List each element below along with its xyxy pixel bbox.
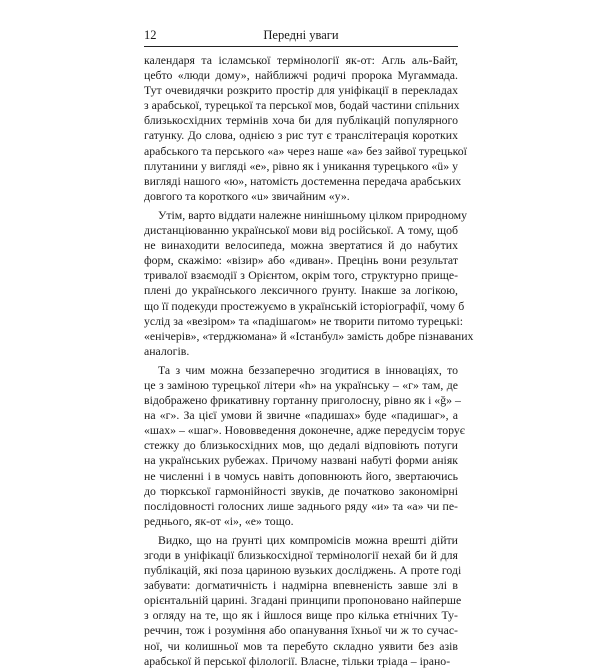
text-line: стежку до близькосхідних мов, що дедалі відповіють потуги bbox=[144, 438, 458, 453]
text-line: «шах» – «шаг». Нововведення доконечне, адже передусім торує bbox=[144, 423, 465, 438]
text-line: гатунку. До слова, однією з рис тут є транслітерація коротких bbox=[144, 128, 458, 143]
running-title: Передні уваги bbox=[263, 28, 339, 42]
paragraph bbox=[144, 532, 462, 669]
text-line: календаря та ісламської термінології як-от: Агль аль-Байт, bbox=[144, 53, 458, 67]
text-line: Та з чим можна беззаперечно згодитися в інноваціях, то bbox=[158, 362, 458, 377]
paragraph bbox=[144, 362, 465, 529]
text-line: «енічерів», «терджюмана» й «Істанбул» замість добре пізнаваних bbox=[144, 328, 474, 343]
page-number: 12 bbox=[144, 28, 157, 42]
text-line: не винаходити велосипеда, можна звертатися й до набутих bbox=[144, 238, 458, 253]
text-line: Тут очевидячки розкрито простір для уніфікації в перекладах bbox=[144, 83, 458, 98]
text-line: реднього, як-от «і», «е» тощо. bbox=[144, 513, 294, 528]
text-line: Утім, варто віддати належне нинішньому цілком природному bbox=[158, 207, 468, 222]
text-line: до тюркської гармонійності звуків, де початково закономірні bbox=[144, 483, 458, 498]
text-line: тривалої взаємодії з Орієнтом, окрім того, структурно прище- bbox=[144, 268, 458, 283]
text-line: орієнтальній царині. Згадані принципи пропоновано найперше bbox=[144, 593, 462, 608]
paragraph bbox=[144, 53, 467, 204]
text-line: услід за «везіром» та «падішагом» не творити питомо турецькі: bbox=[144, 313, 464, 328]
text-line: послідовності голосних лише заднього ряду «и» та «а» чи пе- bbox=[144, 498, 458, 513]
text-line: форм, скажімо: «візир» або «диван». Прецінь вони результат bbox=[144, 253, 458, 268]
text-line: з арабської, турецької та перської мов, бодай частини спільних bbox=[144, 98, 460, 113]
text-line: плені до українського лексичного ґрунту. Інакше за логікою, bbox=[144, 283, 458, 298]
paragraph bbox=[144, 207, 474, 359]
text-line: реччин, тож і розуміння або опанування їхньої чи ж то сучас- bbox=[144, 623, 458, 638]
text-line: згоди в уніфікації близькосхідної термінології нехай би й для bbox=[144, 548, 458, 562]
body-text bbox=[144, 53, 474, 669]
text-line: цебто «люди дому», найближчі родичі пророка Мугаммада. bbox=[144, 68, 458, 83]
text-line: довгого та короткого «u» звичайним «у». bbox=[144, 188, 350, 203]
text-line: з огляду на те, що як і йшлося вище про кілька етнічних Ту- bbox=[144, 608, 458, 623]
running-header bbox=[144, 28, 458, 47]
text-line: ної, чи колишньої мов та перебуто складно уявити без азів bbox=[144, 638, 458, 653]
text-line: це з заміною турецької літери «h» на українську – «г» там, де bbox=[144, 377, 458, 392]
text-line: на українських рубежах. Причому названі набуті форми аніяк bbox=[144, 453, 458, 468]
text-line: арабського та перського «а» через наше «а» без зайвої турецької bbox=[144, 143, 467, 158]
text-line: арабської й перської філології. Власне, тільки тріада – ірано- bbox=[144, 653, 451, 668]
text-line: вигляді нашого «ю», натомість достеменна передача арабських bbox=[144, 173, 462, 188]
text-line: не численні і в чомусь навіть доповнюють його, звертаючись bbox=[144, 468, 458, 483]
text-line: що її подекуди простежуємо в українській історіографії, чому б bbox=[144, 298, 465, 313]
text-line: дистанціюванню української мови від російської. А тому, щоб bbox=[144, 223, 458, 238]
text-line: на «г». За цієї умови й звичне «падишах» буде «падишаг», а bbox=[144, 408, 458, 423]
text-line: забувати: догматичність і надмірна впевненість завше злі в bbox=[144, 578, 458, 593]
text-line: плутанини у вигляді «е», рівно як і уникання турецького «ü» у bbox=[144, 158, 458, 173]
text-line: близькосхідних термінів хоча би для публікацій популярного bbox=[144, 113, 458, 128]
text-line: відображено фрикативну гортанну приголосну, рівно як і «ğ» – bbox=[144, 393, 461, 408]
text-line: Видко, що на ґрунті цих компромісів можна врешті дійти bbox=[158, 532, 458, 547]
text-line: публікацій, які поза цариною вузьких досліджень. А проте годі bbox=[144, 563, 462, 578]
text-line: аналогів. bbox=[144, 343, 190, 358]
